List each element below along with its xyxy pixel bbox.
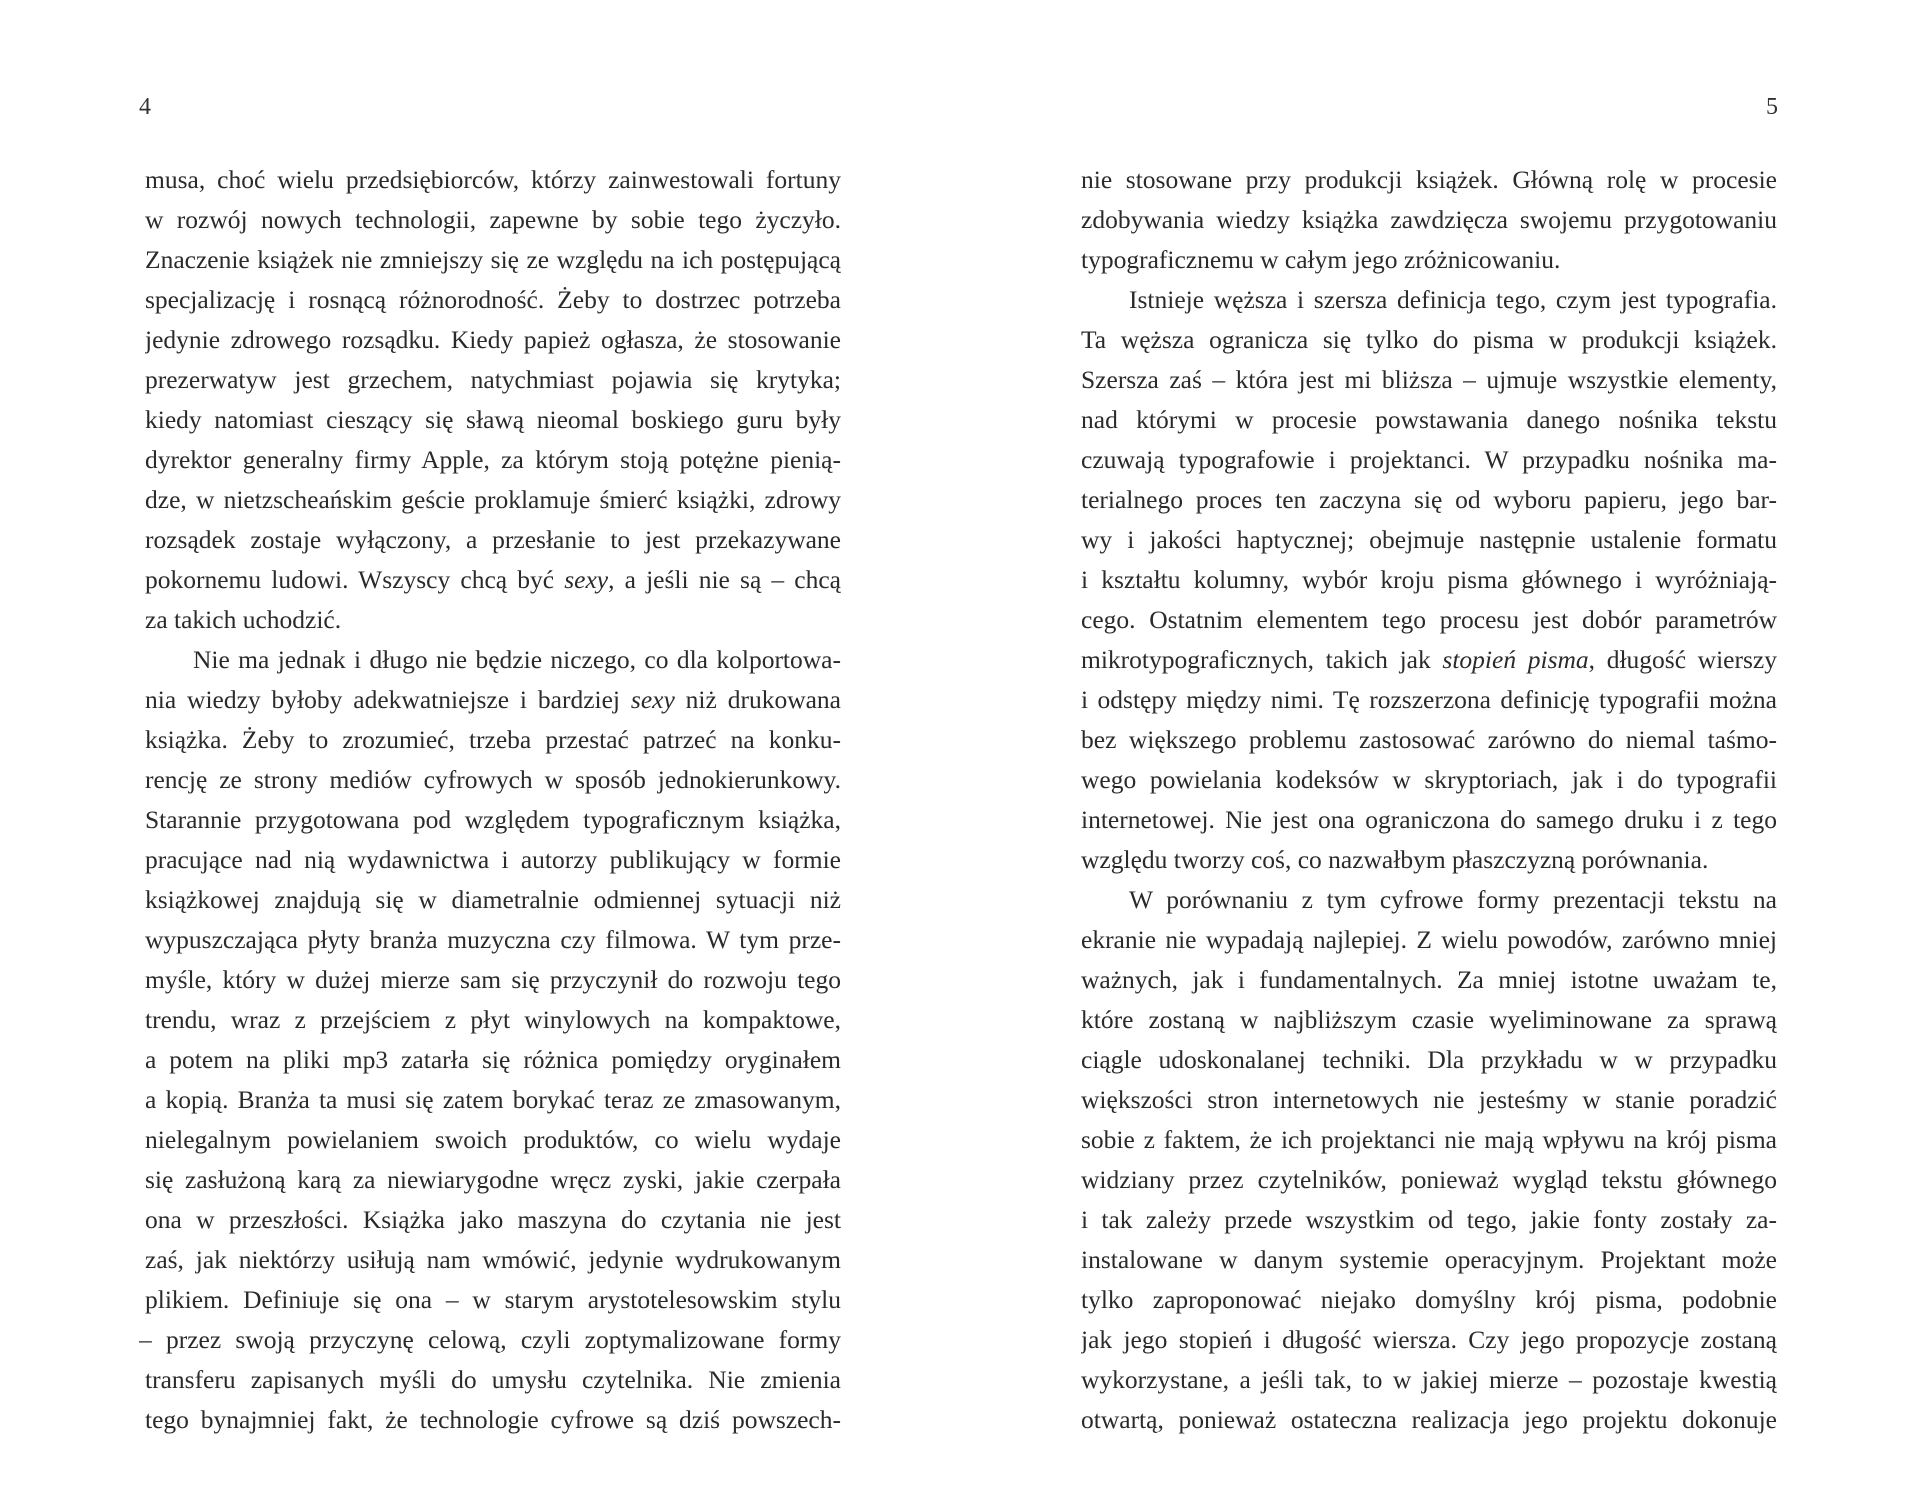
italic-text-run: sexy: [630, 685, 675, 714]
text-line: [1081, 1160, 1777, 1200]
text-run: i kształtu kolumny, wybór kroju pisma głównego i wyróżniają-: [1081, 565, 1777, 594]
text-run: transferu zapisanych myśli do umysłu czytelnika. Nie zmienia: [145, 1365, 841, 1394]
left-page-body-text: [139, 160, 841, 1440]
text-line: [145, 1200, 841, 1240]
text-run: – przez swoją przyczynę celową, czyli zoptymalizowane formy: [139, 1325, 841, 1354]
text-run: typograficznemu w całym jego zróżnicowaniu.: [1081, 245, 1561, 274]
text-run: rencję ze strony mediów cyfrowych w sposób jednokierunkowy.: [145, 765, 841, 794]
text-run: zaś, jak niektórzy usiłują nam wmówić, jedynie wydrukowanym: [145, 1245, 841, 1274]
text-line: [1081, 680, 1777, 720]
text-run: nie stosowane przy produkcji książek. Główną rolę w procesie: [1081, 165, 1777, 194]
text-run: prezerwatyw jest grzechem, natychmiast pojawia się krytyka;: [145, 365, 841, 394]
text-line: [1081, 400, 1777, 440]
italic-text-run: sexy: [564, 565, 609, 594]
page-number-right: 5: [1766, 94, 1778, 120]
text-line: [1081, 200, 1777, 240]
text-run: mikrotypograficznych, takich jak: [1081, 645, 1443, 674]
text-run: cego. Ostatnim elementem tego procesu jest dobór parametrów: [1081, 605, 1777, 634]
text-line: [1081, 520, 1777, 560]
text-run: plikiem. Definiuje się ona – w starym arystotelesowskim stylu: [145, 1285, 841, 1314]
text-line: [1081, 1280, 1777, 1320]
text-line: [1081, 560, 1777, 600]
text-line: [1081, 1320, 1777, 1360]
text-run: tego bynajmniej fakt, że technologie cyfrowe są dziś powszech-: [145, 1405, 841, 1434]
text-line: [139, 1320, 841, 1360]
text-run: zdobywania wiedzy książka zawdzięcza swojemu przygotowaniu: [1081, 205, 1777, 234]
text-run: instalowane w danym systemie operacyjnym. Projektant może: [1081, 1245, 1777, 1274]
text-line: [145, 1400, 841, 1440]
text-line: [145, 600, 841, 640]
text-line: [145, 520, 841, 560]
text-line: [1081, 840, 1777, 880]
text-line: [145, 360, 841, 400]
text-run: i tak zależy przede wszystkim od tego, jakie fonty zostały za-: [1081, 1205, 1777, 1234]
text-run: widziany przez czytelników, ponieważ wygląd tekstu głównego: [1081, 1165, 1777, 1194]
text-run: większości stron internetowych nie jesteśmy w stanie poradzić: [1081, 1085, 1777, 1114]
text-run: sobie z faktem, że ich projektanci nie mają wpływu na krój pisma: [1081, 1125, 1777, 1154]
text-run: terialnego proces ten zaczyna się od wyboru papieru, jego bar-: [1081, 485, 1777, 514]
text-run: jedynie zdrowego rozsądku. Kiedy papież ogłasza, że stosowanie: [145, 325, 841, 354]
text-line: [1081, 920, 1777, 960]
text-run: , długość wierszy: [1588, 645, 1777, 674]
text-line: [145, 200, 841, 240]
text-line: [145, 640, 841, 680]
text-line: [1081, 1080, 1777, 1120]
text-run: w rozwój nowych technologii, zapewne by sobie tego życzyło.: [145, 205, 841, 234]
text-line: [1081, 240, 1777, 280]
text-run: wego powielania kodeksów w skryptoriach, jak i do typografii: [1081, 765, 1777, 794]
text-run: które zostaną w najbliższym czasie wyeliminowane za sprawą: [1081, 1005, 1777, 1034]
text-line: [145, 560, 841, 600]
text-run: niż drukowana: [674, 685, 841, 714]
text-run: Starannie przygotowana pod względem typograficznym książka,: [145, 805, 841, 834]
text-line: [145, 800, 841, 840]
text-line: [145, 1040, 841, 1080]
text-run: pokornemu ludowi. Wszyscy chcą być: [145, 565, 565, 594]
text-line: [1081, 160, 1777, 200]
text-run: jak jego stopień i długość wiersza. Czy jego propozycje zostaną: [1081, 1325, 1777, 1354]
text-run: Ta węższa ogranicza się tylko do pisma w produkcji książek.: [1081, 325, 1777, 354]
text-line: [145, 920, 841, 960]
text-run: dze, w nietzscheańskim geście proklamuje śmierć książki, zdrowy: [145, 485, 841, 514]
text-run: musa, choć wielu przedsiębiorców, którzy zainwestowali fortuny: [145, 165, 841, 194]
text-run: wy i jakości haptycznej; obejmuje następnie ustalenie formatu: [1081, 525, 1777, 554]
text-run: Znaczenie książek nie zmniejszy się ze względu na ich postępującą: [145, 245, 841, 274]
text-line: [1081, 320, 1777, 360]
text-run: pracujące nad nią wydawnictwa i autorzy publikujący w formie: [145, 845, 841, 874]
text-line: [1081, 720, 1777, 760]
text-line: [1081, 1400, 1777, 1440]
text-line: [1081, 480, 1777, 520]
text-run: W porównaniu z tym cyfrowe formy prezentacji tekstu na: [1129, 885, 1777, 914]
text-line: [145, 1000, 841, 1040]
text-run: , a jeśli nie są – chcą: [608, 565, 841, 594]
text-line: [145, 760, 841, 800]
text-line: [1081, 880, 1777, 920]
right-page-body-text: [1081, 160, 1777, 1440]
text-line: [145, 1240, 841, 1280]
text-line: [145, 1160, 841, 1200]
text-run: wypuszczająca płyty branża muzyczna czy filmowa. W tym prze-: [145, 925, 841, 954]
text-line: [145, 280, 841, 320]
text-run: internetowej. Nie jest ona ograniczona do samego druku i z tego: [1081, 805, 1777, 834]
text-run: dyrektor generalny firmy Apple, za którym stoją potężne pienią-: [145, 445, 841, 474]
text-run: nad którymi w procesie powstawania danego nośnika tekstu: [1081, 405, 1777, 434]
text-run: książka. Żeby to zrozumieć, trzeba przestać patrzeć na konku-: [145, 725, 841, 754]
text-line: [1081, 1120, 1777, 1160]
text-line: [145, 840, 841, 880]
text-line: [1081, 1200, 1777, 1240]
text-line: [145, 680, 841, 720]
text-line: [145, 400, 841, 440]
text-run: a kopią. Branża ta musi się zatem borykać teraz ze zmasowanym,: [145, 1085, 841, 1114]
text-run: Nie ma jednak i długo nie będzie niczego, co dla kolportowa-: [193, 645, 841, 674]
text-run: nia wiedzy byłoby adekwatniejsze i bardziej: [145, 685, 631, 714]
text-line: [145, 960, 841, 1000]
page-number-left: 4: [139, 94, 151, 120]
text-line: [1081, 1000, 1777, 1040]
text-line: [145, 880, 841, 920]
text-line: [1081, 600, 1777, 640]
text-run: ważnych, jak i fundamentalnych. Za mniej istotne uważam te,: [1081, 965, 1777, 994]
text-run: myśle, który w dużej mierze sam się przyczynił do rozwoju tego: [145, 965, 841, 994]
text-run: bez większego problemu zastosować zarówno do niemal taśmo-: [1081, 725, 1777, 754]
text-run: specjalizację i rosnącą różnorodność. Żeby to dostrzec potrzeba: [145, 285, 841, 314]
text-run: za takich uchodzić.: [145, 605, 342, 634]
text-run: książkowej znajdują się w diametralnie odmiennej sytuacji niż: [145, 885, 841, 914]
text-line: [1081, 360, 1777, 400]
text-line: [1081, 760, 1777, 800]
text-line: [1081, 1360, 1777, 1400]
text-line: [1081, 1240, 1777, 1280]
text-run: ekranie nie wypadają najlepiej. Z wielu powodów, zarówno mniej: [1081, 925, 1777, 954]
text-run: kiedy natomiast cieszący się sławą nieomal boskiego guru były: [145, 405, 841, 434]
text-line: [145, 720, 841, 760]
text-run: się zasłużoną karą za niewiarygodne wręcz zyski, jakie czerpała: [145, 1165, 841, 1194]
text-line: [1081, 960, 1777, 1000]
text-line: [1081, 280, 1777, 320]
text-run: rozsądek zostaje wyłączony, a przesłanie to jest przekazywane: [145, 525, 841, 554]
italic-text-run: stopień pisma: [1442, 645, 1589, 674]
text-run: nielegalnym powielaniem swoich produktów, co wielu wydaje: [145, 1125, 841, 1154]
text-line: [1081, 800, 1777, 840]
text-line: [145, 1120, 841, 1160]
text-line: [1081, 1040, 1777, 1080]
text-run: Szersza zaś – która jest mi bliższa – ujmuje wszystkie elementy,: [1081, 365, 1777, 394]
text-run: tylko zaproponować niejako domyślny krój pisma, podobnie: [1081, 1285, 1777, 1314]
text-run: ona w przeszłości. Książka jako maszyna do czytania nie jest: [145, 1205, 841, 1234]
text-run: wykorzystane, a jeśli tak, to w jakiej mierze – pozostaje kwestią: [1081, 1365, 1777, 1394]
text-line: [145, 160, 841, 200]
text-run: trendu, wraz z przejściem z płyt winylowych na kompaktowe,: [145, 1005, 841, 1034]
text-line: [145, 240, 841, 280]
text-run: Istnieje węższa i szersza definicja tego, czym jest typografia.: [1129, 285, 1777, 314]
text-run: względu tworzy coś, co nazwałbym płaszczyzną porównania.: [1081, 845, 1709, 874]
text-line: [145, 1080, 841, 1120]
text-line: [1081, 640, 1777, 680]
text-line: [145, 1360, 841, 1400]
text-line: [145, 480, 841, 520]
text-run: ciągle udoskonalanej techniki. Dla przykładu w w przypadku: [1081, 1045, 1777, 1074]
text-run: czuwają typografowie i projektanci. W przypadku nośnika ma-: [1081, 445, 1777, 474]
text-line: [1081, 440, 1777, 480]
text-run: a potem na pliki mp3 zatarła się różnica pomiędzy oryginałem: [145, 1045, 841, 1074]
text-line: [145, 320, 841, 360]
text-run: otwartą, ponieważ ostateczna realizacja jego projektu dokonuje: [1081, 1405, 1777, 1434]
text-line: [145, 1280, 841, 1320]
text-line: [145, 440, 841, 480]
text-run: i odstępy między nimi. Tę rozszerzona definicję typografii można: [1081, 685, 1777, 714]
